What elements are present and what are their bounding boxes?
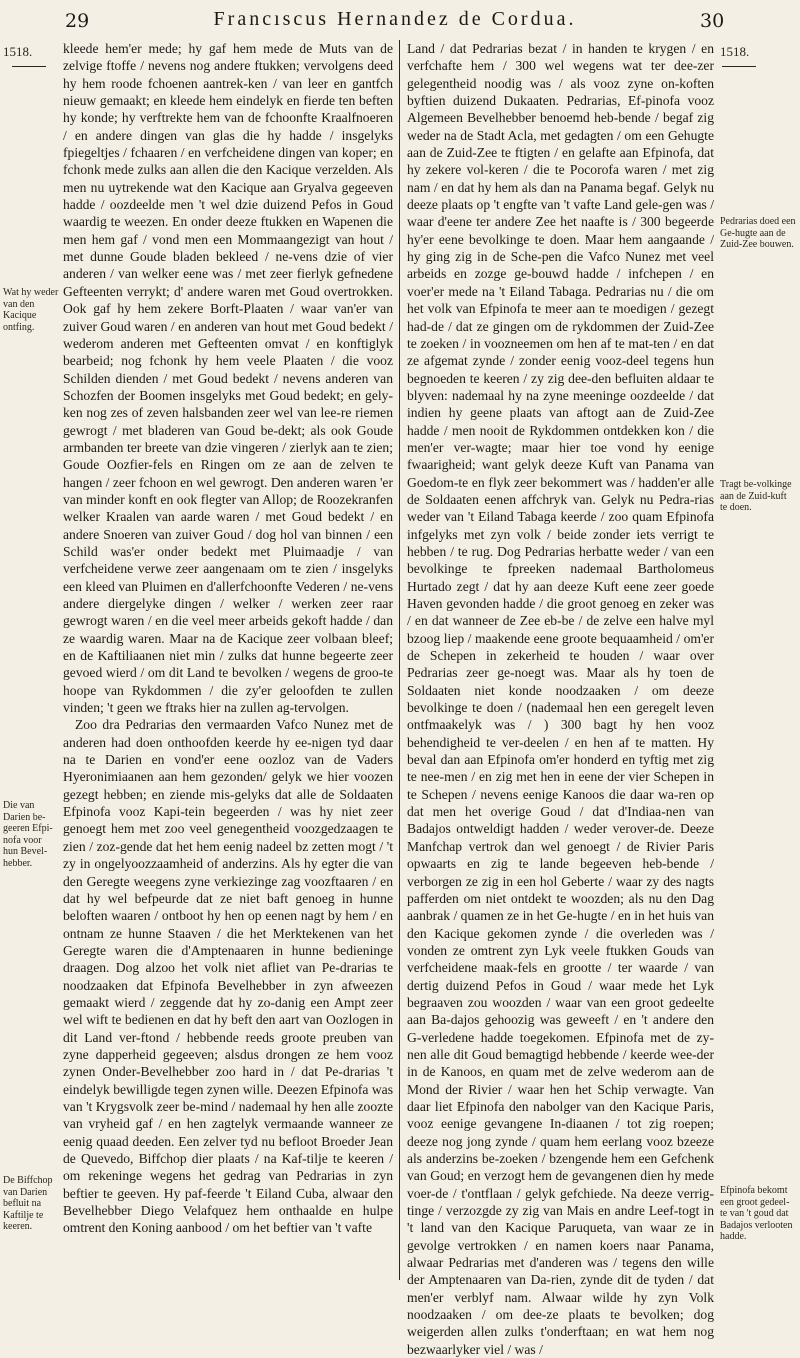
year-rule-right bbox=[722, 66, 756, 67]
running-title: Francıscus Hernandez de Cordua. bbox=[213, 8, 577, 30]
left-column bbox=[63, 40, 393, 1285]
right-column bbox=[407, 40, 714, 1357]
margin-note-bishop-darien: De Biffchop van Darien befluit na Kaftilje te keeren. bbox=[3, 1175, 53, 1232]
running-header bbox=[0, 4, 800, 38]
column-divider bbox=[399, 40, 400, 1280]
year-rule-left bbox=[12, 66, 46, 67]
page-number-right: 30 bbox=[700, 10, 725, 32]
paragraph: Land / dat Pedrarias bezat / in handen te krygen / en verfchafte hem / 300 wel wegens wat ter dee-zer gelegentheid noodig was / als vooz zyne on-koften byftien duizend Dukaaten. Pedrarias, Ef-pinofa vooz Algemeen Bevelhebber benoemd heb-bende / begaf zig weder na de Stadt Acla, met gedagten / om een Gehugte aan de Zuid-Zee te ftigten / en gelafte aan Efpinofa, dat hy zekere vol-keren / die te Pocorofa waren / met zig nam / en dat hy hem als dan na Panama begaf. Gelyk nu deeze plaats op 't engfte van 't vafte Land gele-gen was / waar d'eene ter andere Zee het naafte is / 300 begeerde hy'er eene bevolkinge te doen. Maar hem aangaande / hy ging zig in de Sche-pen die Vafco Nunez met veel arbeids en zozge ge-bouwd hadde / infchepen / en voer'er mede na 't Eiland Tabaga. Pedrarias nu / die om het volk van Efpinofa te meer aan te moedigen / gezegt had-de / dat ze gingen om de rykdommen der Zuid-Zee te zoeken / in voozneemen om hen af te mat-ten / en dat ze afgemat zynde / zonder eenig vooz-deel tegens hun begnoeden te keeren / zy zig dee-den befluiten aldaar te blyven: nademaal hy na zyne meeninge oozdeelde / dat indien hy geene plaats van aftogt aan de Zuid-Zee hadde / men nooit de Rykdommen ontdekken kon / die men'er ver-wagte; maar hier toe vond hy eenige fwaarigheid; want gelyk deeze Kuft van Panama van Goedom-te en flyk zeer bekommert was / hadden'er alle de Soldaaten eenen affchryk van. Gelyk nu Pedra-rias weder van 't Eiland Tabaga keerde / zoo quam Efpinofa infgelyks met zyn volk / beide zonder iets verrigt te hebben / te rug. Dog Pedrarias herbatte weder / van een bevolkinge te fpreeken nademaal Bartholomeus Hurtado zegt / dat hy aan deeze Kuft eene zeer goede Haven gevonden hadde / die groot genoeg en zeker was / en dat wanneer de Zee eb-be / de zelve een halve myl bzoog liep / maakende eene groote bequaamheid / om'er de Schepen in zekerheid te houden / waar over Pedrarias zeer ge-noegt was. Maar als hy toen de Soldaaten niet konde noodzaaken / om deeze bevolkinge te doen / (nademaal hen een geregelt leven ontfmaakelyk was / ) 300 bagt hy hen vooz behendigheid te ver-deelen / en hen af te matten. Hy beval dan aan Efpinofa om'er honderd en tyftig met zig te nee-men / en zig met hen in eene der vier Schepen in te Schepen / nevens eenige Kanoos die daar wa-ren op dat men het overige Goud / dat d'Indiaa-nen van Badajos ontweldigt hadden / weder verover-de. Deeze Manfchap vertrok dan wel genoegt / de Rivier Paris opwaarts en zig te lande begeeven heb-bende / verborgen ze zig in een hol Geberte / waar zy des nagts pafferden om niet ontdekt te woozden; als nu den Dag aanbrak / quamen ze in het Ge-hugte / en in het huis van den Kacique gekomen zynde / die overleden was / vonden ze omtrent zyn Lyk veele ftukken Gouds van verfcheidene maak-fels en grootte / ter waarde / van dertig duizend Pefos in Goud / waar mede het Lyk begraaven zou woozden / waar van een groot gedeelte aan Ba-dajos gehoozig was geweeft / en 't andere den G-verledene hadde toegekomen. Efpinofa met de zy-nen alle dit Goud bemagtigd hebbende / keerde wee-der in de Kanoos, en quam met de zelve wederom aan de Mond der Rivier / waar hen het Schip verwagte. Van daar liet Efpinofa den nabolger van den Kacique Paris, vooz eenige gevangene In-diaanen / tot zig roepen; deeze nog jong zynde / quam hem eerlang vooz bzeeze als anderzins be-zoeken / bzengende hem een Gefchenk van Goud; en verzogt hem de gevangenen dien hy mede voer-de / t'ontflaan / gelyk gefchiede. Na deeze verrig-tinge / verzozgde zy zig van Mais en andre Leef-togt in 't land van den Kacique Paruqueta, van waar ze in gevolge vertrokken / en namen koers naar Panama, alwaar Pedrarias met d'anderen was / tegens den wille der Amptenaaren van Da-rien, zynde dit de tyden / dat men'er verblyf nam. Alwaar wilde hy zyn Volk noodzaaken / om dee-ze plaats te bevolken; dog weigerden allen zulks t'onderftaan; en wat hem nog bezwaarlyker viel / was / bbox=[407, 41, 714, 1357]
margin-note-darien-espinosa: Die van Darien be-geeren Efpi-nofa voor hun Bevel-hebber. bbox=[3, 800, 53, 869]
paragraph: kleede hem'er mede; hy gaf hem mede de Muts van de zelvige ftoffe / nevens nog andere ftukken; vervolgens deed hy hem roode fchoenen aantrek-ken / van leer en gantfch nieuw gemaakt; en kleede hem eindelyk en fierde ten beften hy konde; hy verftrekte hem van de fchoonfte Kraalfnoeren / en andere dingen van glas die hy hadde / insgelyks fpiegeltjes / fchaaren / en verfcheidene dingen van koper; en fchonk mede zulks aan allen die den Kacique verzelden. Als men nu uytrekende wat den Kacique aan Gryalva gegeeven hadde / oozdeelde men 't wel dzie duizend Pefos in Goud waardig te weezen. En onder deeze ftukken en Wapenen die men hem gaf / vond men een Mommaangezigt van hout / met dunne Goude bladen bekleed / ne-vens dzie of vier anderen / van welker eene was / met zeer fierlyk gefnedene Gefteenten verrykt; d' andere waren met Goud overtrokken. Ook gaf hy hem zekere Borft-Plaaten / waar van'er van zuiver Goud waren / en anderen van hout met Goud bedekt / wederom anderen met Gefteenten omvat / en konftiglyk bearbeid; nog fchonk hy hem veele Plaaten / die vooz Schilden dienden / met Goud bedekt / nevens anderen van Schozfen der Boomen insgelyks met Goud bedekt; en gely-ken nog zes of zeven halsbanden zeer wel van lee-re riemen gewrogt / met bladeren van Goud be-dekt; als ook Goude armbanden ter breete van dzie vingeren / zierlyk aan te zien; Goude Oozfier-fels en Ringen om ze aan de zelven te hangen / zeer fchoon en wel gewrogt. Den anderen waren 'er van minder konft en ook flegter van Allop; de Roozekranfen welker Kraalen van aarde waren / met Goud bedekt / en andere Snoeren van zuiver Goud / dog hol van binnen / een Schild was'er onder bedekt met Pluimaadje / van verfcheidene verwe zeer aangenaam om te zien / insgelyks een kleed van Pluimen en d'allerfchoonfte Vederen / ne-vens andere diergelyke dingen / welker / werken zeer raar gewrogt waren / en die veel meer arbeids gekoft hadde / dan ze waardig waren. Maar na de Kacique zeer volbaan bleef; en de Kaftiliaanen niet min / zulks dat hunne begeerte zeer gevoed wierd / om dit Land te bevolken / wegens de groo-te hoope van Rykdommen / die zy'er geloofden te zullen vinden; 't geen we ftraks hier na zullen ag-tervolgen. bbox=[63, 41, 393, 716]
margin-year-left: 1518. bbox=[3, 44, 33, 59]
margin-note-kacique-gift: Wat hy weder van den Kacique ontfing. bbox=[3, 287, 59, 333]
margin-note-south-coast: Tragt be-volkinge aan de Zuid-kuft te doen. bbox=[720, 479, 792, 513]
margin-note-pedrarias-settlement: Pedrarias doed een Ge-hugte aan de Zuid-Zee bouwen. bbox=[720, 216, 796, 250]
page-number-left: 29 bbox=[65, 10, 90, 32]
paragraph: Zoo dra Pedrarias den vermaarden Vafco Nunez met de anderen had doen onthoofden keerde hy ee-nigen tyd daar na te Darien en vond'er eene oozloz van de Vaders Hyeronimiaanen aan hem gezonden/ gelyk we hier voozen gezegt hebben; en ziende mis-gelyks dat alle de Soldaaten Efpinofa vooz Kapi-tein begeerden / was hy niet zeer genoegt hem met zoo veel genegentheid voozgedzaagen te zien / zoz-gende dat het hem eenig nadeel bz zetten mogt / 't zy in ongelyoozzaamheid of anderzins. Als hy egter die van den Geregte weegens zyne verkiezinge zag voozftaaren / en dat hy wel befpeurde dat ze niet baft genoeg in hunne beloften waaren / ontboot hy hen op eenen nagt by hem / en ontnam ze hunne Staaven / die het Merktekenen van het Geregte waren die d'Amptenaaren in hunne bedieninge draagen. Dog alzoo het volk niet afliet van Pe-drarias te noodzaaken dat Efpinofa Bevelhebber in zyn afweezen gemaakt wierd / zeggende dat hy zo-danig een Ampt zeer wel wift te bedienen en dat hy beft den aart van Oozlogen in dit Land ver-ftond / hebbende reeds groote preuben van zyne dapperheid gegeeven; alsdus drongen ze hem vooz zynen Onder-Bevelhebber zoo hard in / dat Pe-drarias 't eindelyk bewilligde tegen zynen wille. Deezen Efpinofa was van 't Krygsvolk zeer be-mind / nademaal hy hen alle zoozte van vryheid gaf / en hen zagtelyk vermaande wanneer ze eenig quaad deeden. Een zelver tyd nu befloot Broeder Jean de Quevedo, Biffchop dier plaats / na Kaf-tilje te keeren / om rekeninge wegens het gedrag van Pedrarias in zyn beftier te geeven. Hy paf-feerde 't Eiland Cuba, alwaar den Bevelhebber Diego Velafquez hem onthaalde en hulpe omtrent den Koning aanbood / om het beftier van 't vafte bbox=[63, 717, 393, 1236]
margin-year-right: 1518. bbox=[720, 44, 750, 59]
margin-note-espinosa-gold: Efpinofa bekomt een groot gedeel-te van 't goud dat Badajos verlooten hadde. bbox=[720, 1185, 793, 1242]
